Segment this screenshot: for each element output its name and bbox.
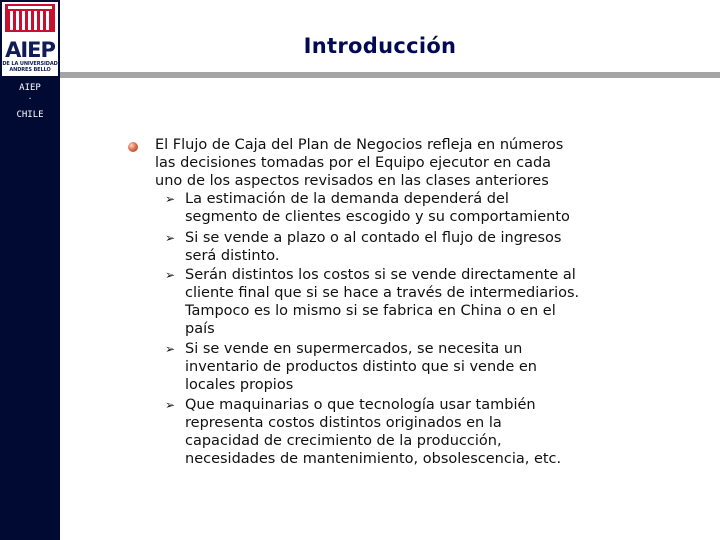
logo-line-1: DE LA UNIVERSIDAD [2, 61, 58, 67]
sub-bullet-text: Si se vende a plazo o al contado el flujo de ingresos será distinto. [185, 230, 562, 264]
left-sidebar [0, 0, 60, 540]
sub-bullet-text: Que maquinarias o que tecnología usar también representa costos distintos originados en la capacidad de crecimiento de la producción, necesidades de mantenimiento, obsolescencia, etc. [185, 397, 562, 467]
arrow-bullet-icon: ➢ [165, 342, 176, 356]
bullet-ball-icon [128, 142, 138, 152]
logo-line-2: ANDRES BELLO [9, 67, 51, 73]
sub-bullet-text: Si se vende en supermercados, se necesita un inventario de productos distinto que si vende en locales propios [185, 341, 538, 393]
arrow-bullet-icon: ➢ [165, 398, 176, 412]
sidebar-dot: . [27, 92, 33, 101]
sidebar-aiep-label: AIEP [19, 83, 41, 93]
arrow-bullet-icon: ➢ [165, 231, 176, 245]
arrow-bullet-icon: ➢ [165, 192, 176, 206]
aiep-logo [2, 2, 58, 76]
main-bullet-text: El Flujo de Caja del Plan de Negocios refleja en números las decisiones tomadas por el Equipo ejecutor en cada uno de los aspectos revisados en las clases anteriores [155, 137, 564, 189]
logo-wordmark: AIEP [5, 38, 55, 62]
title-divider [60, 72, 720, 78]
sub-bullet-text: Serán distintos los costos si se vende directamente al cliente final que si se hace a través de intermediarios. Tampoco es lo mismo si se fabrica en China o en el país [185, 267, 580, 337]
sub-bullet-text: La estimación de la demanda dependerá del segmento de clientes escogido y su comportamiento [185, 191, 570, 225]
sidebar-chile-label: CHILE [16, 110, 44, 120]
arrow-bullet-icon: ➢ [165, 268, 176, 282]
slide-title: Introducción [303, 34, 457, 58]
